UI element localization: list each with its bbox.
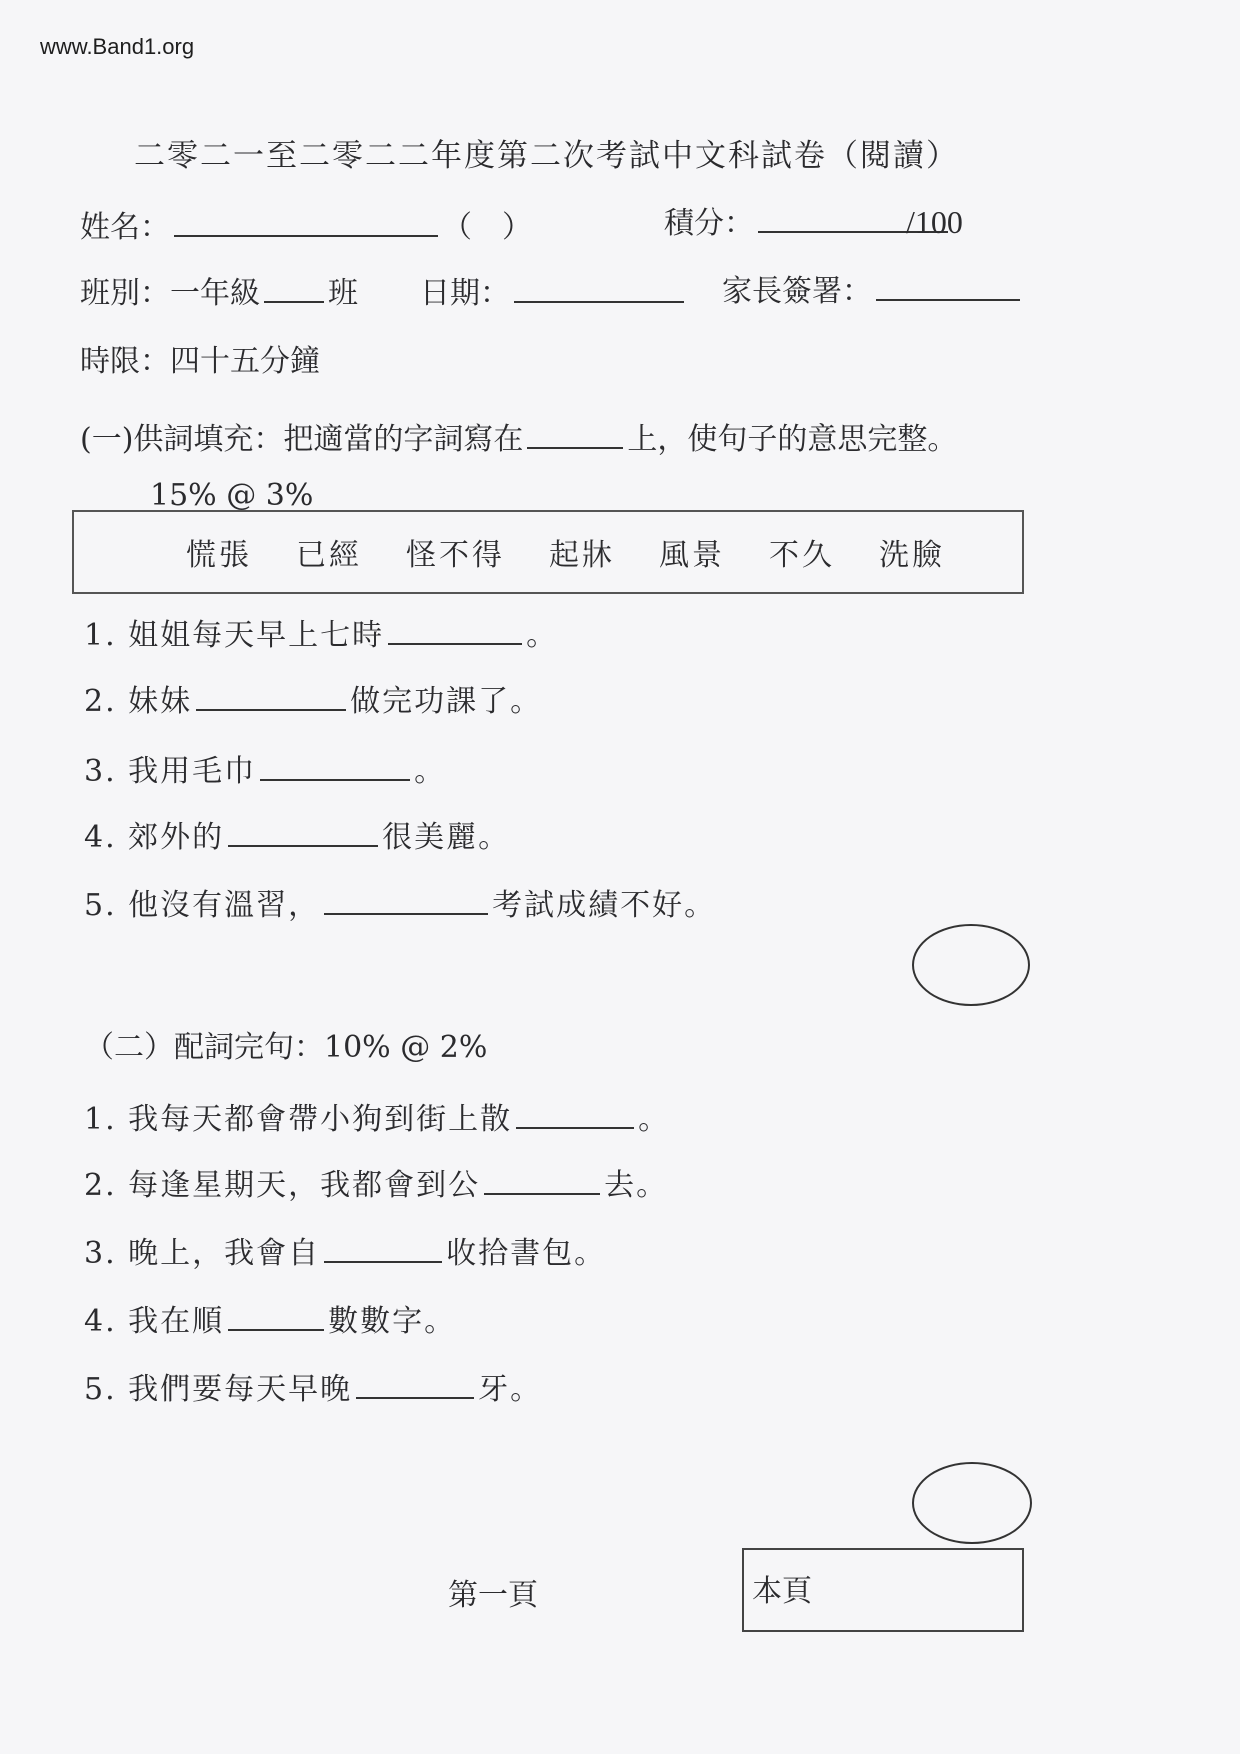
question-text-end: 考試成績不好。 <box>492 888 717 923</box>
question-text: 2. 妹妹 <box>84 684 193 719</box>
score-row <box>664 198 963 242</box>
word-bank-item: 慌張 <box>186 538 252 573</box>
question-row <box>84 610 558 654</box>
answer-blank[interactable] <box>324 912 488 915</box>
answer-blank[interactable] <box>356 1396 474 1399</box>
question-text-end: 牙。 <box>478 1372 543 1407</box>
class-label: 班別：一年級 <box>80 276 260 311</box>
parent-signature-field[interactable] <box>876 298 1020 301</box>
section2-heading: （二）配詞完句：10% @ 2% <box>84 1030 488 1065</box>
date-label: 日期： <box>420 276 510 311</box>
question-text: 1. 我每天都會帶小狗到街上散 <box>84 1102 513 1137</box>
question-text: 1. 姐姐每天早上七時 <box>84 618 385 653</box>
question-text-end: 收拾書包。 <box>446 1236 607 1271</box>
question-row <box>84 880 716 924</box>
class-row <box>80 268 358 312</box>
time-limit: 時限：四十五分鐘 <box>80 344 320 379</box>
question-text: 4. 我在順 <box>84 1304 225 1339</box>
section1-heading-text-end: 上，使句子的意思完整。 <box>627 422 958 457</box>
section1-marks: 15% @ 3% <box>150 478 314 513</box>
answer-blank[interactable] <box>228 1328 324 1331</box>
watermark: www.Band1.org <box>40 34 195 59</box>
question-text-end: 去。 <box>604 1168 669 1203</box>
answer-blank[interactable] <box>196 708 346 711</box>
word-bank-list <box>74 530 1022 574</box>
question-row <box>84 1094 670 1138</box>
date-row <box>420 268 688 312</box>
score-circle-section1 <box>912 924 1030 1006</box>
question-text-end: 做完功課了。 <box>350 684 543 719</box>
name-row <box>80 202 532 246</box>
question-text-end: 數數字。 <box>328 1304 457 1339</box>
class-number-brackets: （ ） <box>442 210 532 245</box>
exam-title: 二零二一至二零二二年度第二次考試中文科試卷（閱讀） <box>134 138 959 174</box>
question-row <box>84 1296 456 1340</box>
word-bank-item: 怪不得 <box>406 538 505 573</box>
question-text: 3. 晚上，我會自 <box>84 1236 321 1271</box>
score-label: 積分： <box>664 206 754 241</box>
page-number: 第一頁 <box>448 1578 538 1613</box>
question-row <box>84 812 510 856</box>
question-text: 5. 我們要每天早晚 <box>84 1372 353 1407</box>
question-text: 3. 我用毛巾 <box>84 754 257 789</box>
word-bank-item: 風景 <box>659 538 725 573</box>
section1-heading <box>80 414 957 458</box>
answer-blank[interactable] <box>388 642 522 645</box>
score-total: /100 <box>906 204 963 240</box>
question-row <box>84 1228 606 1272</box>
question-text: 4. 郊外的 <box>84 820 225 855</box>
answer-blank[interactable] <box>324 1260 442 1263</box>
question-row <box>84 1160 668 1204</box>
word-bank-item: 已經 <box>296 538 362 573</box>
question-row <box>84 746 446 790</box>
page-score-box <box>742 1548 1024 1632</box>
score-circle-section2 <box>912 1462 1032 1544</box>
question-text-end: 。 <box>526 618 559 653</box>
section1-heading-text: (一)供詞填充：把適當的字詞寫在 <box>80 422 524 457</box>
question-text: 5. 他沒有溫習， <box>84 888 321 923</box>
section1-heading-blank <box>527 446 623 449</box>
parent-signature-row <box>722 266 1024 310</box>
question-row <box>84 676 542 720</box>
word-bank-item: 洗臉 <box>879 538 945 573</box>
parent-signature-label: 家長簽署： <box>722 274 872 309</box>
answer-blank[interactable] <box>484 1192 600 1195</box>
question-text-end: 。 <box>414 754 447 789</box>
answer-blank[interactable] <box>228 844 378 847</box>
date-field[interactable] <box>514 300 684 303</box>
question-text-end: 。 <box>638 1102 671 1137</box>
answer-blank[interactable] <box>260 778 410 781</box>
name-label: 姓名： <box>80 210 170 245</box>
class-suffix: 班 <box>328 276 358 311</box>
question-text: 2. 每逢星期天，我都會到公 <box>84 1168 481 1203</box>
word-bank-item: 不久 <box>769 538 835 573</box>
page-score-label: 本頁 <box>752 1574 812 1609</box>
question-text-end: 很美麗。 <box>382 820 511 855</box>
question-row <box>84 1364 542 1408</box>
class-field[interactable] <box>264 300 324 303</box>
word-bank-item: 起牀 <box>549 538 615 573</box>
word-bank <box>72 510 1024 594</box>
answer-blank[interactable] <box>516 1126 634 1129</box>
name-field[interactable] <box>174 234 438 237</box>
